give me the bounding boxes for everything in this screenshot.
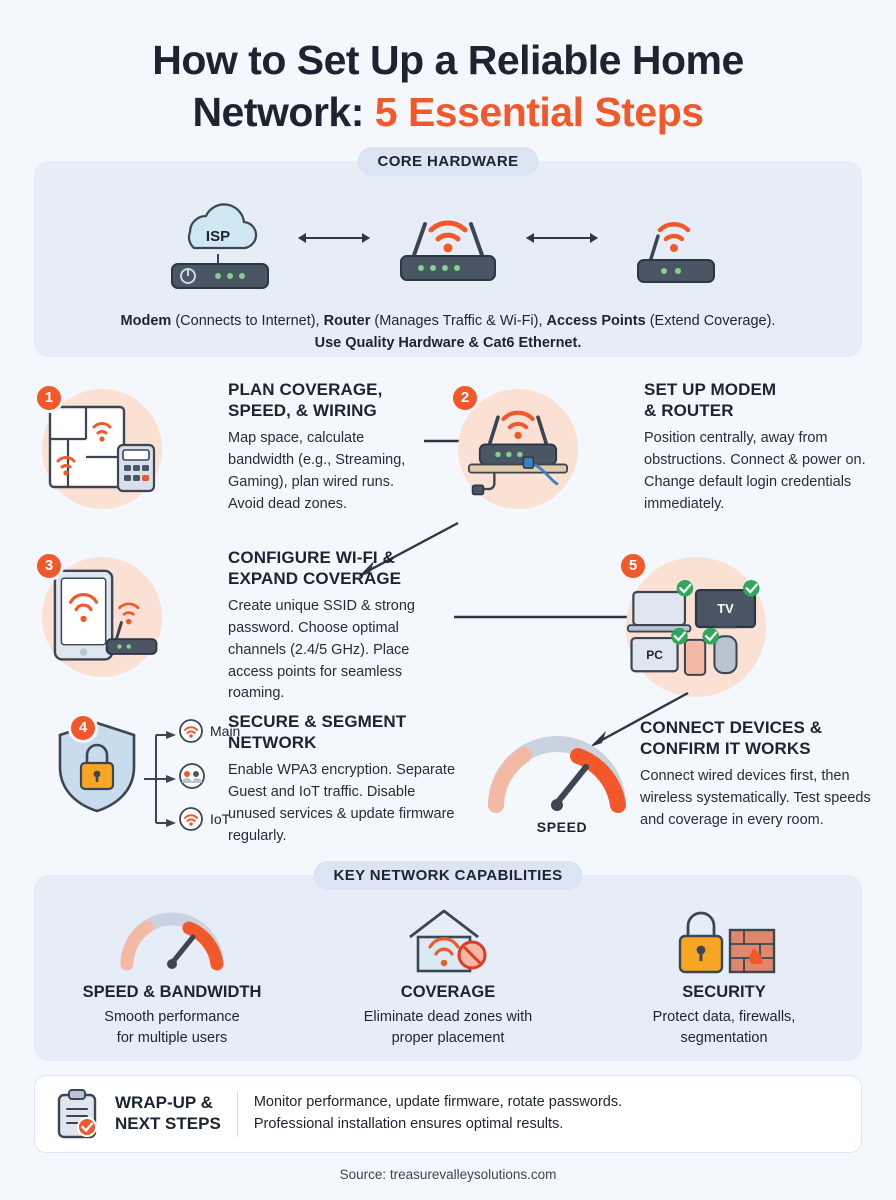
step-1-body: Map space, calculate bandwidth (e.g., Streaming, Gaming), plan wired runs. Avoid dead zones. <box>228 430 406 512</box>
capability-coverage-title: COVERAGE <box>400 982 496 1001</box>
step-2-heading: SET UP MODEM & ROUTER <box>644 379 777 421</box>
step-5-heading: CONNECT DEVICES & CONFIRM IT WORKS <box>640 717 823 759</box>
capabilities-row <box>34 905 862 1048</box>
router-icon <box>373 188 523 296</box>
capability-speed-title: SPEED & BANDWIDTH <box>82 982 262 1001</box>
wrapup-text-line-2: Professional installation ensures optimal results. <box>253 1115 564 1132</box>
caption-router-bold: Router <box>323 312 371 329</box>
isp-label: ISP <box>205 227 231 245</box>
device-label-tv: TV <box>717 601 734 617</box>
modem-group <box>145 188 295 296</box>
step-5 <box>626 557 836 697</box>
step-4-body: Enable WPA3 encryption. Separate Guest and IoT traffic. Disable unused services & update firmware regularly. <box>228 762 456 844</box>
step-3-text <box>228 547 438 705</box>
device-label-pc: PC <box>646 648 663 663</box>
capabilities-panel <box>34 866 862 1061</box>
capability-speed <box>34 905 310 1048</box>
step-1-text <box>228 379 424 516</box>
step-3-art <box>42 557 162 677</box>
wrapup-panel <box>34 1075 862 1153</box>
router-on-shelf-icon <box>458 394 578 504</box>
caption-line-2: Use Quality Hardware & Cat6 Ethernet. <box>314 334 582 351</box>
clipboard-check-icon <box>55 1089 99 1139</box>
title-line-2-plain: Network: <box>192 89 375 136</box>
access-point-icon <box>616 192 736 296</box>
capability-speed-desc: Smooth performance for multiple users <box>104 1008 240 1046</box>
step-1-badge: 1 <box>34 383 64 413</box>
step-3-badge: 3 <box>34 551 64 581</box>
step-3-body: Create unique SSID & strong password. Choose optimal channels (2.4/5 GHz). Place access points for seamless roaming. <box>228 598 415 702</box>
speed-gauge <box>482 729 642 835</box>
step-4 <box>54 719 144 815</box>
step-4-badge: 4 <box>68 713 98 743</box>
isp-cloud-icon <box>160 192 280 296</box>
hardware-row <box>34 187 862 297</box>
wrapup-divider <box>237 1091 238 1137</box>
step-5-body: Connect wired devices first, then wireless systematically. Test speeds and coverage in every room. <box>640 768 871 828</box>
step-3 <box>42 557 232 677</box>
wrapup-text <box>254 1092 622 1136</box>
step-5-text <box>640 717 872 832</box>
caption-ap-rest: (Extend Coverage). <box>645 312 776 329</box>
core-hardware-caption <box>34 311 862 355</box>
house-wifi-nosignal-icon <box>310 905 586 977</box>
wrapup-title: WRAP-UP & NEXT STEPS <box>115 1093 221 1133</box>
step-2-art <box>458 389 578 509</box>
capability-coverage-desc: Eliminate dead zones with proper placement <box>363 1008 533 1046</box>
capability-security <box>586 905 862 1048</box>
branch-label-main: Main <box>210 722 241 739</box>
access-point-group <box>601 188 751 296</box>
step-2-text <box>644 379 870 516</box>
core-hardware-tag: CORE HARDWARE <box>357 147 538 176</box>
tablet-wifi-icon <box>42 561 162 673</box>
branch-iot <box>178 807 230 831</box>
page-title <box>24 0 872 139</box>
capability-security-title: SECURITY <box>682 982 766 1001</box>
step-2-body: Position centrally, away from obstructions. Connect & power on. Change default login credentials immediately. <box>644 430 866 512</box>
caption-ap-bold: Access Points <box>546 312 646 329</box>
guest-users-icon <box>178 763 206 789</box>
source-credit: Source: treasurevalleysolutions.com <box>339 1166 557 1182</box>
step-4-heading: SECURE & SEGMENT NETWORK <box>228 711 407 753</box>
title-line-2-accent: 5 Essential Steps <box>374 89 704 136</box>
step-2 <box>458 389 648 509</box>
caption-modem-bold: Modem <box>120 312 172 329</box>
step-5-art <box>626 557 766 697</box>
connector-3-5 <box>454 607 644 627</box>
router-group <box>373 188 523 296</box>
branch-lines <box>142 723 182 835</box>
core-hardware-panel <box>34 152 862 357</box>
capability-coverage <box>310 905 586 1048</box>
step-5-badge: 5 <box>618 551 648 581</box>
speed-gauge-icon <box>34 905 310 977</box>
iot-device-icon <box>178 807 204 831</box>
caption-router-rest: (Manages Traffic & Wi-Fi), <box>370 312 547 329</box>
wrapup-text-line-1: Monitor performance, update firmware, rotate passwords. <box>253 1094 623 1111</box>
step-1-heading: PLAN COVERAGE, SPEED, & WIRING <box>228 379 383 421</box>
branch-label-iot: IoT <box>210 810 231 827</box>
branch-guest <box>178 763 206 789</box>
speed-gauge-icon <box>482 729 632 817</box>
steps-section <box>24 379 872 869</box>
caption-modem-rest: (Connects to Internet), <box>171 312 324 329</box>
arrow-modem-router <box>299 237 369 239</box>
step-1 <box>42 389 232 509</box>
capabilities-tag: KEY NETWORK CAPABILITIES <box>313 861 582 890</box>
capability-security-desc: Protect data, firewalls, segmentation <box>652 1008 796 1046</box>
arrow-router-ap <box>527 237 597 239</box>
devices-checkmarks-icon <box>626 567 766 687</box>
step-2-badge: 2 <box>450 383 480 413</box>
title-line-1: How to Set Up a Reliable Home <box>152 37 744 83</box>
step-1-art <box>42 389 162 509</box>
step-3-heading: CONFIGURE WI-FI & EXPAND COVERAGE <box>228 547 402 589</box>
step-4-text <box>228 711 462 848</box>
floorplan-calculator-icon <box>46 399 158 499</box>
lock-firewall-icon <box>586 905 862 977</box>
router-small-icon <box>178 719 204 743</box>
speed-gauge-label: SPEED <box>536 818 588 835</box>
